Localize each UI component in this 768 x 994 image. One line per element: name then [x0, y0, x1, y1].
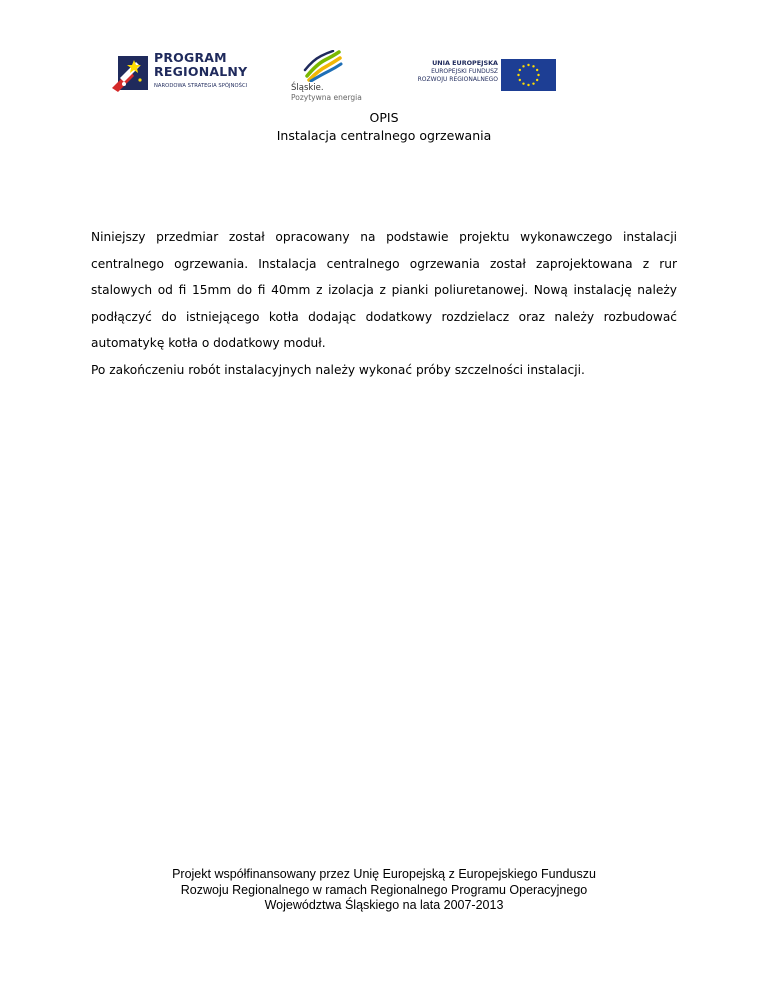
eu-flag-icon: [501, 59, 556, 91]
eu-star-icon: [537, 74, 539, 76]
program-regionalny-logo: [110, 50, 260, 98]
eu-star-icon: [532, 65, 534, 67]
footer: [0, 867, 768, 914]
program-logo-line2: REGIONALNY: [154, 64, 248, 79]
program-regionalny-emblem-icon: [110, 50, 152, 96]
footer-line2: Rozwoju Regionalnego w ramach Regionalnego Programu Operacyjnego: [180, 882, 588, 897]
slaskie-logo-line1: Śląskie.: [291, 83, 324, 93]
page-title: OPIS: [369, 110, 399, 125]
eu-star-icon: [532, 82, 534, 84]
eu-logo-line2: EUROPEJSKI FUNDUSZ: [431, 68, 498, 75]
slaskie-waves-icon: [303, 50, 343, 82]
eu-star-icon: [527, 64, 529, 66]
eu-star-icon: [517, 74, 519, 76]
eu-logo-text: [418, 59, 498, 84]
body-paragraph-1: Niniejszy przedmiar został opracowany na podstawie projektu wykonawczego instalacji centralnego ogrzewania. Instalacja centralnego ogrzewania został zaprojektowana z rur stalowych od fi 15mm do fi 40mm z izolacja z pianki poliuretanowej. Nową instalację należy podłączyć do istniejącego kotła dodając dodatkowy rozdzielacz oraz należy rozbudować automatykę kotła o dodatkowy moduł.: [91, 230, 677, 350]
body-paragraph-2: Po zakończeniu robót instalacyjnych należy wykonać próby szczelności instalacji.: [91, 363, 585, 377]
eu-star-icon: [522, 82, 524, 84]
program-logo-line3: NARODOWA STRATEGIA SPÓJNOŚCI: [154, 83, 248, 89]
slaskie-logo-line2: Pozytywna energia: [291, 93, 362, 102]
eu-logo-line3: ROZWOJU REGIONALNEGO: [417, 76, 498, 83]
footer-line3: Województwa Śląskiego na lata 2007-2013: [264, 898, 504, 912]
eu-star-icon: [527, 84, 529, 86]
eu-star-icon: [536, 79, 538, 81]
slaskie-logo: [285, 50, 365, 105]
program-logo-line1: PROGRAM: [154, 50, 227, 65]
eu-logo-line1: UNIA EUROPEJSKA: [432, 59, 498, 67]
eu-star-icon: [522, 65, 524, 67]
page-subtitle: Instalacja centralnego ogrzewania: [276, 128, 492, 143]
footer-line1: Projekt współfinansowany przez Unię Europejską z Europejskiego Funduszu: [172, 867, 596, 881]
eu-star-icon: [519, 79, 521, 81]
eu-star-icon: [536, 69, 538, 71]
eu-star-icon: [519, 69, 521, 71]
eu-logo: [400, 57, 560, 93]
